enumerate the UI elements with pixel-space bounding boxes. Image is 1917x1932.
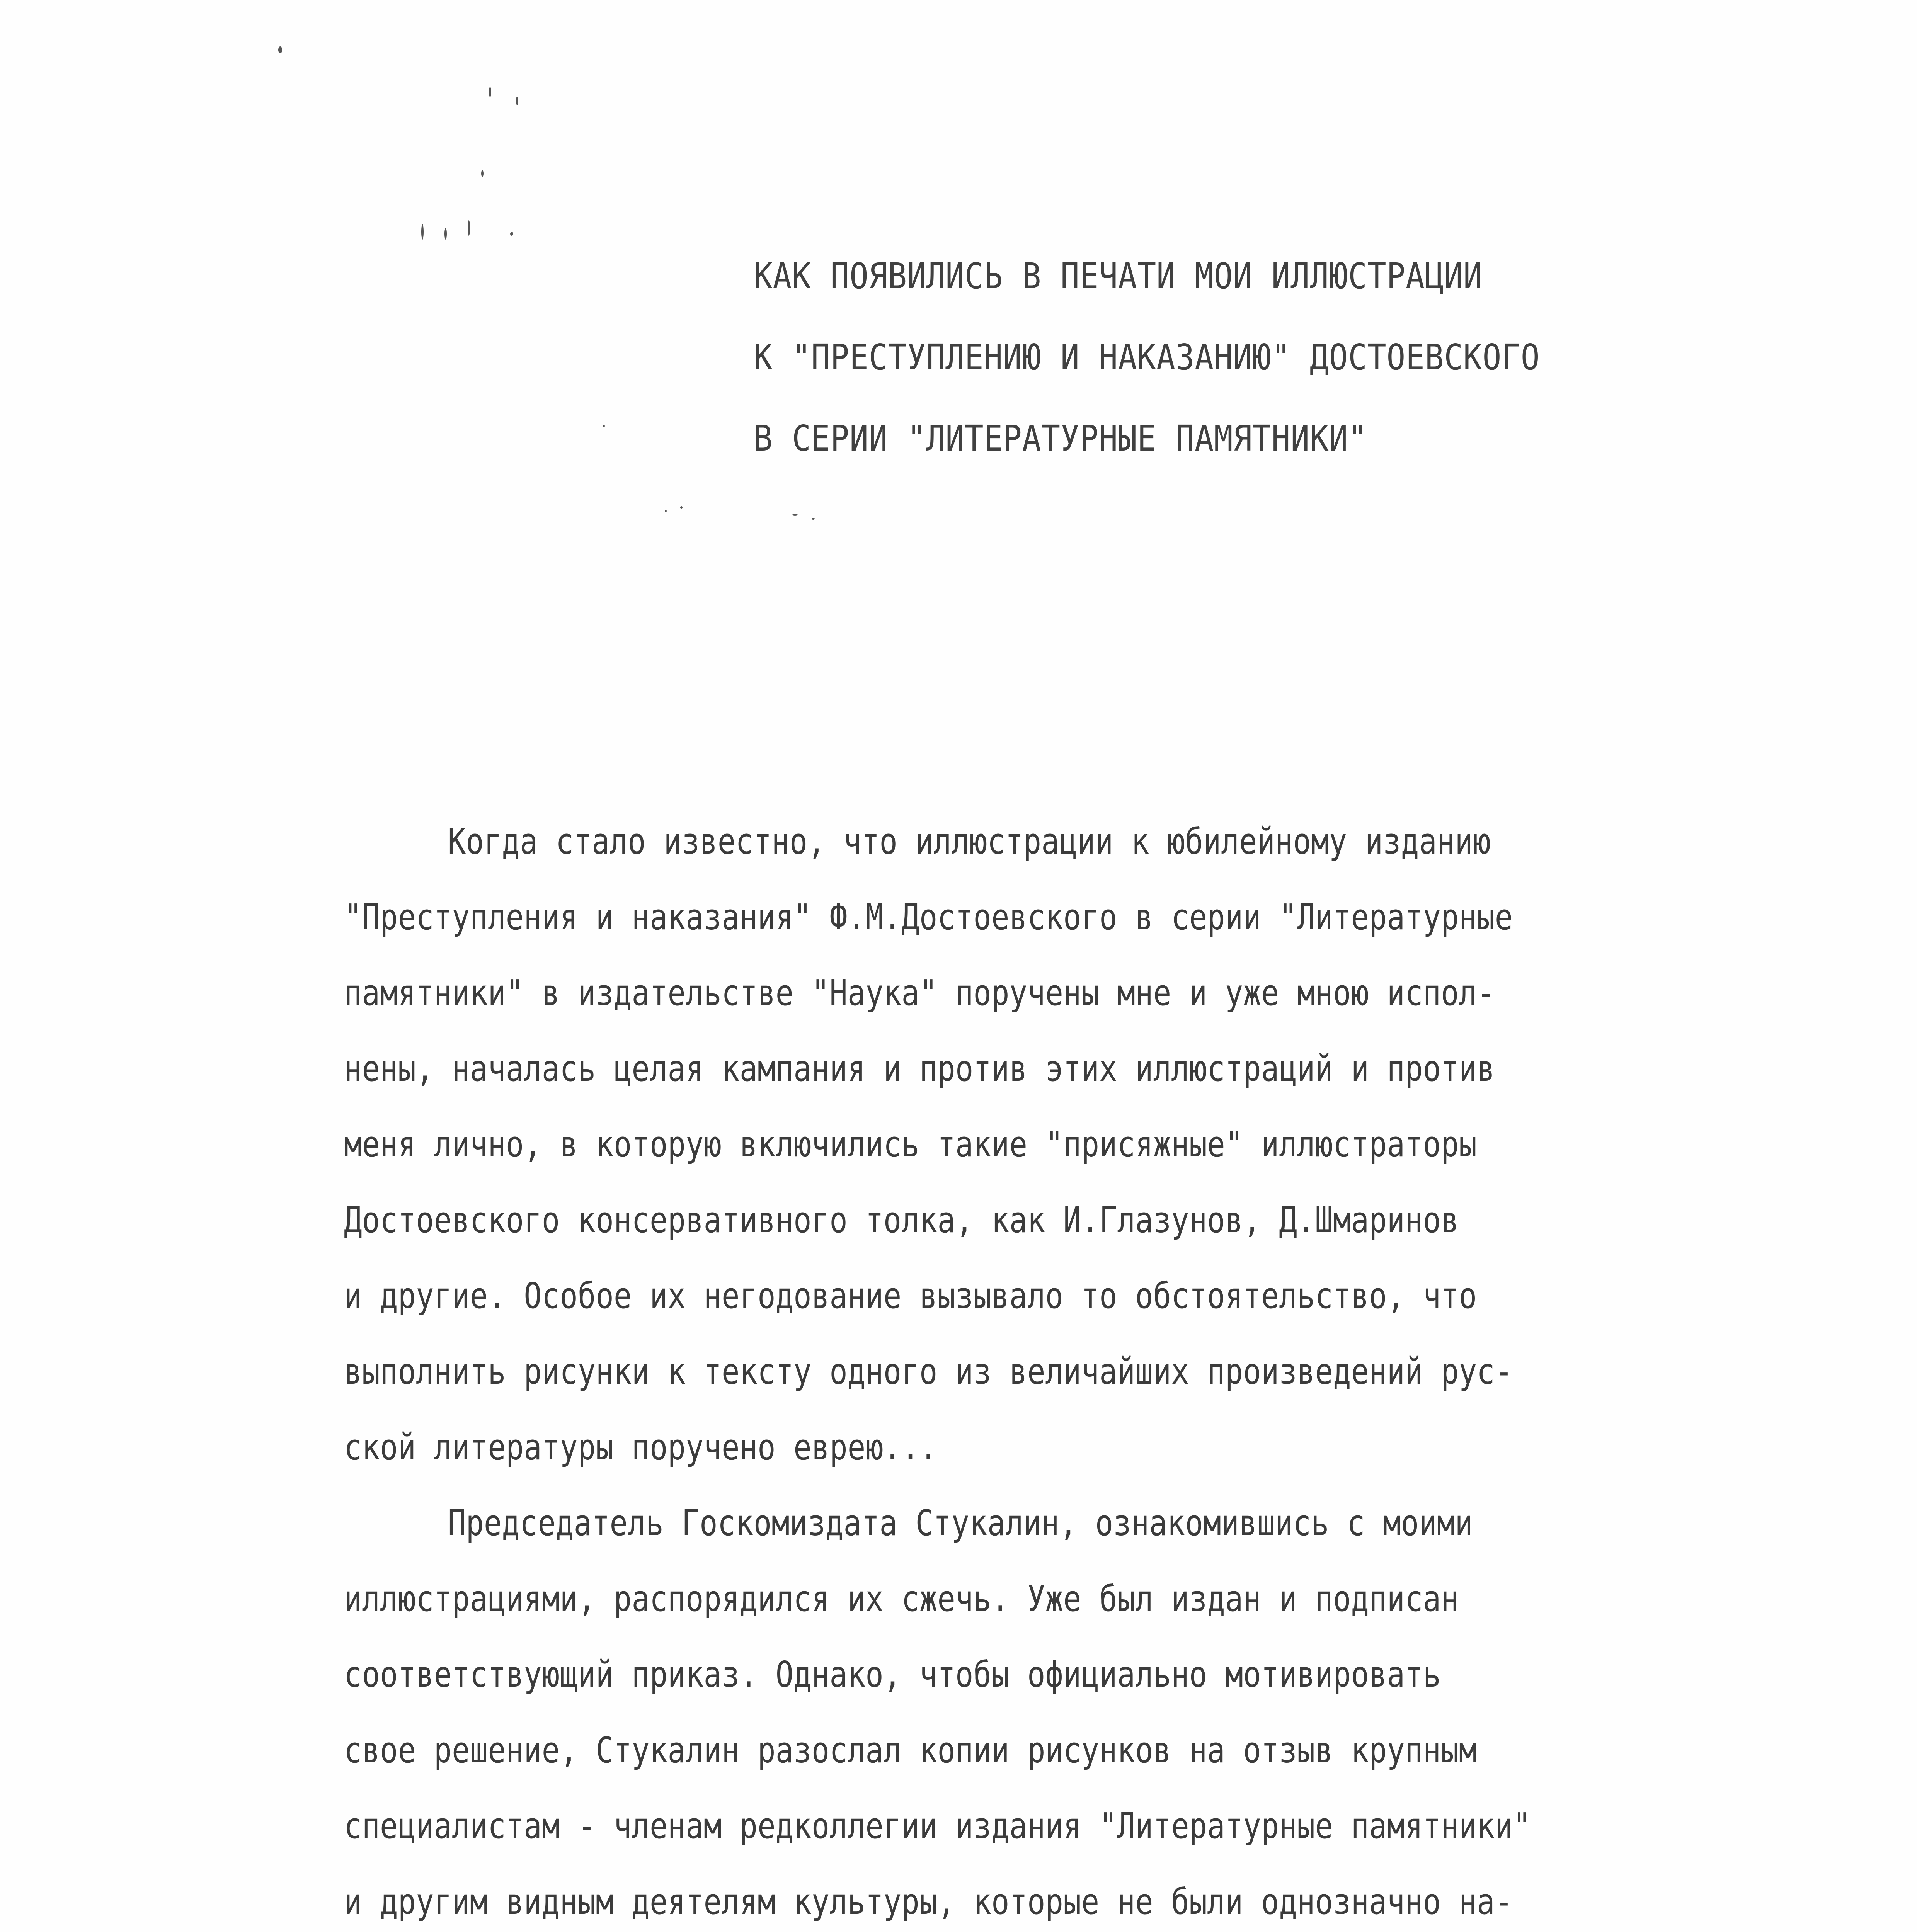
- body-line: и другим видным деятелям культуры, которые не были однозначно на-: [344, 1881, 1513, 1922]
- body-line: иллюстрациями, распорядился их сжечь. Уже был издан и подписан: [344, 1578, 1459, 1619]
- body-line: специалистам - членам редколлегии издания "Литературные памятники": [344, 1805, 1531, 1847]
- title-line: К "ПРЕСТУПЛЕНИЮ И НАКАЗАНИЮ" ДОСТОЕВСКОГО: [754, 337, 1540, 378]
- body-line: "Преступления и наказания" Ф.М.Достоевского в серии "Литературные: [344, 896, 1513, 938]
- body-line: и другие. Особое их негодование вызывало то обстоятельство, что: [344, 1275, 1477, 1316]
- document-title: [754, 236, 1836, 479]
- body-line: Когда стало известно, что иллюстрации к юбилейному изданию: [448, 821, 1491, 862]
- body-line: ской литературы поручено еврею...: [344, 1427, 938, 1468]
- body-line: нены, началась целая кампания и против этих иллюстраций и против: [344, 1048, 1495, 1089]
- body-line: соответствующий приказ. Однако, чтобы официально мотивировать: [344, 1654, 1441, 1695]
- body-line: Председатель Госкомиздата Стукалин, ознакомившись с моими: [448, 1502, 1473, 1544]
- title-line: КАК ПОЯВИЛИСЬ В ПЕЧАТИ МОИ ИЛЛЮСТРАЦИИ: [754, 255, 1483, 297]
- body-line: выполнить рисунки к тексту одного из величайших произведений рус-: [344, 1351, 1513, 1392]
- body-line: свое решение, Стукалин разослал копии рисунков на отзыв крупным: [344, 1730, 1477, 1771]
- document-body: [344, 804, 1890, 1932]
- body-line: памятники" в издательстве "Наука" поручены мне и уже мною испол-: [344, 972, 1495, 1014]
- body-line: меня лично, в которую включились такие "присяжные" иллюстраторы: [344, 1124, 1477, 1165]
- title-line: В СЕРИИ "ЛИТЕРАТУРНЫЕ ПАМЯТНИКИ": [754, 418, 1367, 459]
- body-line: Достоевского консервативного толка, как И.Глазунов, Д.Шмаринов: [344, 1199, 1459, 1241]
